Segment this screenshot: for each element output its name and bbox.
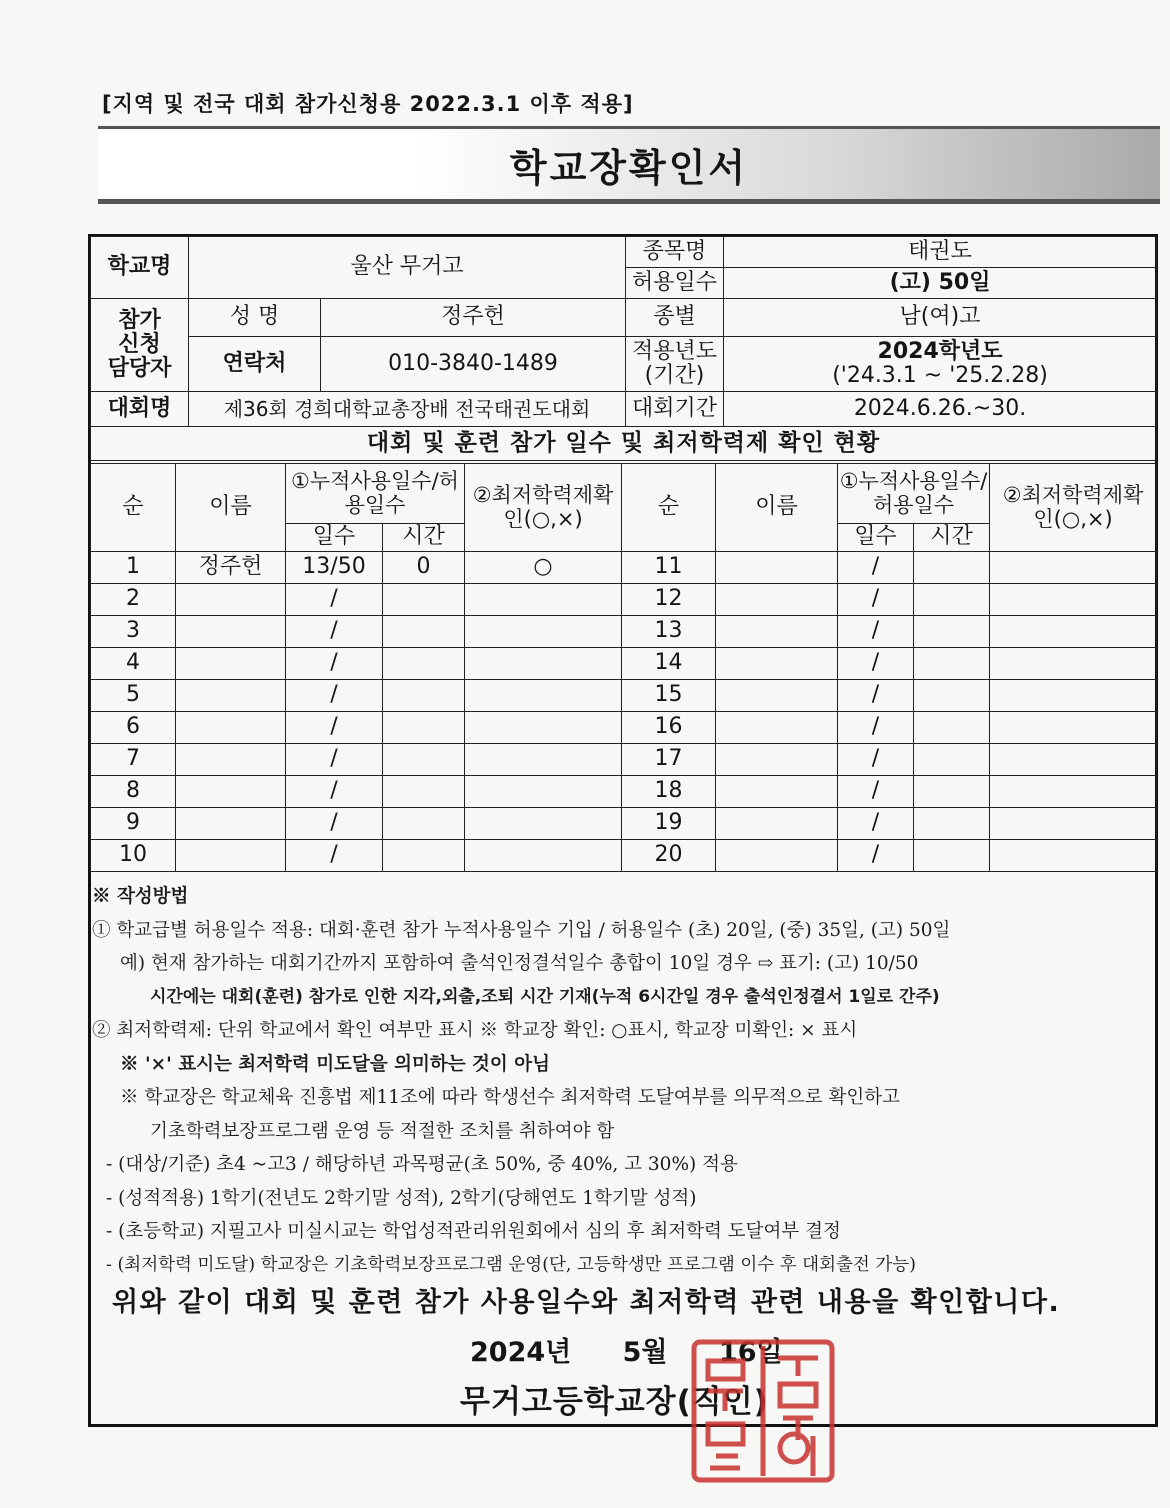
year-label: 적용년도 (기간)	[626, 337, 724, 392]
row-days: /	[838, 776, 914, 808]
event-label: 종목명	[626, 237, 724, 268]
table-row	[91, 808, 1157, 840]
row-days: /	[286, 808, 383, 840]
row-check	[465, 616, 622, 648]
row-days: 13/50	[286, 552, 383, 584]
document-title: 학교장확인서	[509, 145, 749, 190]
period-value: 2024.6.26.~30.	[724, 392, 1157, 427]
row-num: 17	[622, 744, 716, 776]
row-hours	[383, 616, 465, 648]
row-num: 4	[91, 648, 176, 680]
gender-value: 남(여)고	[724, 299, 1157, 337]
contact-label: 연락처	[189, 337, 321, 392]
confirm-statement: 위와 같이 대회 및 훈련 참가 사용일수와 최저학력 관련 내용을 확인합니다.	[112, 1287, 1061, 1318]
row-num: 8	[91, 776, 176, 808]
row-name	[176, 776, 286, 808]
row-days: /	[286, 776, 383, 808]
row-name	[716, 776, 838, 808]
year-value: 2024학년도	[877, 338, 1003, 364]
row-hours	[914, 552, 990, 584]
row-name	[176, 680, 286, 712]
row-name	[716, 648, 838, 680]
row-check	[465, 648, 622, 680]
row-num: 13	[622, 616, 716, 648]
event-value: 태권도	[724, 237, 1157, 268]
row-check: ○	[465, 552, 622, 584]
row-check	[465, 584, 622, 616]
row-num: 12	[622, 584, 716, 616]
note-line: ※ 학교장은 학교체육 진흥법 제11조에 따라 학생선수 최저학력 도달여부를 의무적으로 확인하고	[120, 1087, 900, 1108]
row-num: 2	[91, 584, 176, 616]
row-check	[465, 776, 622, 808]
row-check	[990, 648, 1157, 680]
row-hours: 0	[383, 552, 465, 584]
table-row	[91, 776, 1157, 808]
row-check	[990, 680, 1157, 712]
hours-header-right: 시간	[914, 524, 990, 552]
signer-name: 무거고등학교장(직인)	[460, 1384, 769, 1420]
min-header-right: ②최저학력제확인(○,×)	[990, 464, 1157, 552]
row-name	[176, 616, 286, 648]
row-num: 6	[91, 712, 176, 744]
row-name	[176, 744, 286, 776]
row-check	[990, 584, 1157, 616]
table-row	[91, 584, 1157, 616]
num-header-right: 순	[622, 464, 716, 552]
days-header-left: 일수	[286, 524, 383, 552]
notes-heading: ※ 작성방법	[92, 886, 189, 907]
note-line: - (대상/기준) 초4 ~고3 / 해당하년 과목평균(초 50%, 중 40%, 고 30%) 적용	[106, 1154, 738, 1175]
row-hours	[914, 840, 990, 872]
notes-section	[92, 880, 1154, 1282]
row-hours	[914, 808, 990, 840]
note-line: ① 학교급별 허용일수 적용: 대회·훈련 참가 누적사용일수 기입 / 허용일수 (초) 20일, (중) 35일, (고) 50일	[92, 919, 951, 941]
row-name	[176, 712, 286, 744]
gender-label: 종별	[626, 299, 724, 337]
row-hours	[914, 648, 990, 680]
row-num: 5	[91, 680, 176, 712]
row-hours	[383, 584, 465, 616]
row-num: 20	[622, 840, 716, 872]
row-check	[990, 552, 1157, 584]
row-num: 10	[91, 840, 176, 872]
row-days: /	[838, 616, 914, 648]
row-name	[716, 840, 838, 872]
row-num: 11	[622, 552, 716, 584]
cum-header-right: ①누적사용일수/허용일수	[838, 464, 990, 524]
row-num: 15	[622, 680, 716, 712]
num-header-left: 순	[91, 464, 176, 552]
row-num: 9	[91, 808, 176, 840]
row-hours	[383, 712, 465, 744]
row-name	[716, 744, 838, 776]
row-days: /	[838, 584, 914, 616]
name-header-left: 이름	[176, 464, 286, 552]
row-hours	[383, 744, 465, 776]
date-month: 5월	[622, 1337, 668, 1368]
hours-header-left: 시간	[383, 524, 465, 552]
note-line: 예) 현재 참가하는 대회기간까지 포함하여 출석인정결석일수 총합이 10일 경우 ⇨ 표기: (고) 10/50	[120, 953, 919, 974]
row-check	[465, 808, 622, 840]
row-days: /	[838, 552, 914, 584]
row-hours	[383, 776, 465, 808]
row-check	[465, 744, 622, 776]
comp-value: 제36회 경희대학교총장배 전국태권도대회	[189, 392, 626, 427]
row-days: /	[838, 808, 914, 840]
name-header-right: 이름	[716, 464, 838, 552]
year-period: ('24.3.1 ~ '25.2.28)	[832, 363, 1048, 388]
row-days: /	[838, 680, 914, 712]
name-label: 성 명	[189, 299, 321, 337]
note-line: ② 최저학력제: 단위 학교에서 확인 여부만 표시 ※ 학교장 확인: ○표시, 학교장 미확인: × 표시	[92, 1020, 858, 1041]
table-row	[91, 616, 1157, 648]
participation-table	[90, 463, 1157, 872]
section-title: 대회 및 훈련 참가 일수 및 최저학력제 확인 현황	[91, 427, 1157, 461]
row-check	[465, 840, 622, 872]
row-hours	[914, 712, 990, 744]
note-line: ※ '×' 표시는 최저학력 미도달을 의미하는 것이 아님	[120, 1053, 550, 1075]
date-year: 2024년	[470, 1337, 572, 1368]
row-check	[990, 712, 1157, 744]
row-check	[990, 744, 1157, 776]
year-cell	[724, 337, 1157, 392]
title-bar	[98, 126, 1160, 204]
allowed-value: (고) 50일	[724, 268, 1157, 299]
row-check	[990, 616, 1157, 648]
period-label: 대회기간	[626, 392, 724, 427]
row-check	[990, 808, 1157, 840]
row-name	[176, 648, 286, 680]
contact-value: 010-3840-1489	[321, 337, 626, 392]
row-name	[176, 840, 286, 872]
row-name	[716, 712, 838, 744]
row-hours	[383, 808, 465, 840]
row-days: /	[286, 584, 383, 616]
participation-rows	[91, 552, 1157, 872]
table-row	[91, 648, 1157, 680]
row-days: /	[838, 840, 914, 872]
name-value: 정주헌	[321, 299, 626, 337]
row-hours	[914, 776, 990, 808]
row-hours	[914, 744, 990, 776]
row-hours	[914, 680, 990, 712]
row-num: 14	[622, 648, 716, 680]
note-line: - (최저학력 미도달) 학교장은 기초학력보장프로그램 운영(단, 고등학생만 프로그램 이수 후 대회출전 가능)	[106, 1254, 916, 1275]
table-row	[91, 712, 1157, 744]
school-value: 울산 무거고	[189, 237, 626, 299]
row-hours	[914, 584, 990, 616]
row-hours	[383, 648, 465, 680]
row-hours	[914, 616, 990, 648]
row-hours	[383, 840, 465, 872]
row-days: /	[838, 648, 914, 680]
row-name	[716, 808, 838, 840]
note-line: - (초등학교) 지필고사 미실시교는 학업성적관리위원회에서 심의 후 최저학력 도달여부 결정	[106, 1221, 841, 1242]
row-days: /	[838, 744, 914, 776]
row-days: /	[286, 616, 383, 648]
row-days: /	[838, 712, 914, 744]
row-num: 1	[91, 552, 176, 584]
table-row	[91, 552, 1157, 584]
row-name	[716, 552, 838, 584]
date-day: 16일	[718, 1337, 783, 1368]
row-check	[465, 712, 622, 744]
days-header-right: 일수	[838, 524, 914, 552]
note-line: 기초학력보장프로그램 운영 등 적절한 조치를 취하여야 함	[150, 1120, 615, 1142]
row-name: 정주헌	[176, 552, 286, 584]
allowed-label: 허용일수	[626, 268, 724, 299]
table-row	[91, 840, 1157, 872]
row-num: 7	[91, 744, 176, 776]
note-line: 시간에는 대회(훈련) 참가로 인한 지각,외출,조퇴 시간 기재(누적 6시간일 경우 출석인정결서 1일로 간주)	[150, 986, 940, 1007]
row-num: 18	[622, 776, 716, 808]
row-name	[176, 808, 286, 840]
row-hours	[383, 680, 465, 712]
table-row	[91, 744, 1157, 776]
row-days: /	[286, 712, 383, 744]
row-num: 19	[622, 808, 716, 840]
row-num: 16	[622, 712, 716, 744]
row-name	[716, 584, 838, 616]
table-row	[91, 680, 1157, 712]
header-note: [지역 및 전국 대회 참가신청용 2022.3.1 이후 적용]	[102, 92, 634, 116]
row-check	[465, 680, 622, 712]
row-num: 3	[91, 616, 176, 648]
row-check	[990, 840, 1157, 872]
note-line: - (성적적용) 1학기(전년도 2학기말 성적), 2학기(당해연도 1학기말 성적)	[106, 1187, 697, 1209]
row-name	[176, 584, 286, 616]
row-days: /	[286, 648, 383, 680]
comp-label: 대회명	[91, 392, 189, 427]
row-name	[716, 616, 838, 648]
min-header-left: ②최저학력제확인(○,×)	[465, 464, 622, 552]
official-seal-icon	[688, 1336, 838, 1486]
applicant-label: 참가 신청 담당자	[91, 299, 189, 392]
row-check	[990, 776, 1157, 808]
school-label: 학교명	[91, 237, 189, 299]
info-table	[90, 236, 1157, 461]
row-name	[716, 680, 838, 712]
cum-header-left: ①누적사용일수/허용일수	[286, 464, 465, 524]
row-days: /	[286, 840, 383, 872]
row-days: /	[286, 744, 383, 776]
row-days: /	[286, 680, 383, 712]
